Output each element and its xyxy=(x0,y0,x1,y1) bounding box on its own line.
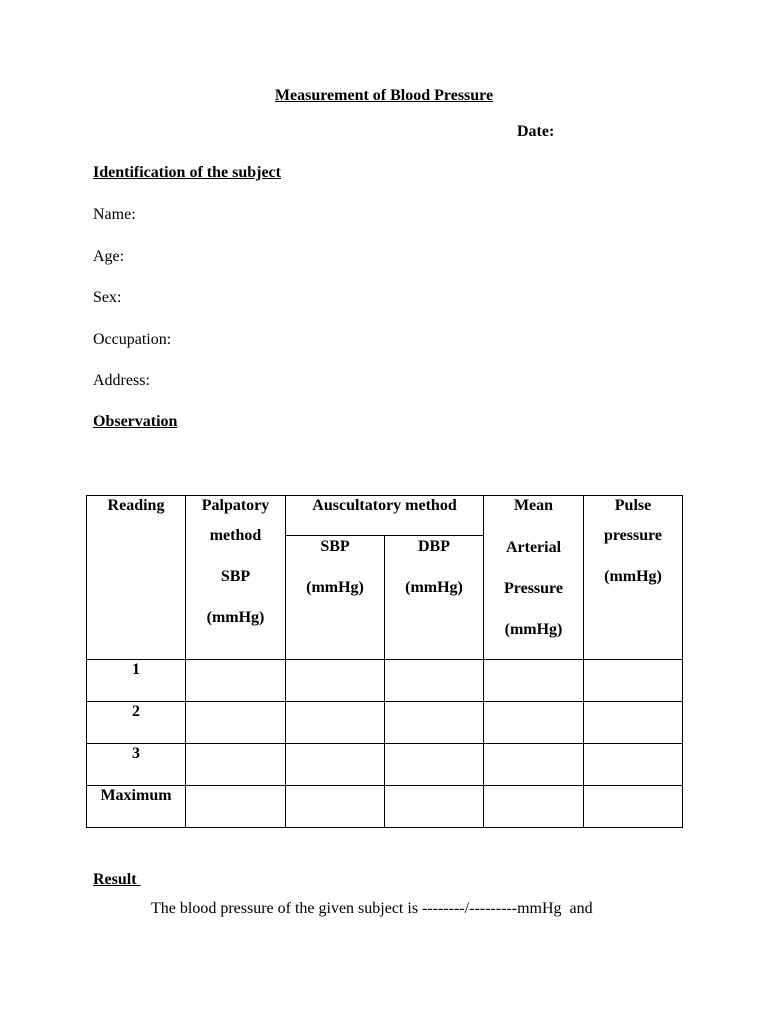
header-map-line4: (mmHg) xyxy=(504,621,563,638)
header-map-line2: Arterial xyxy=(505,539,562,556)
table-cell[interactable] xyxy=(584,660,683,702)
table-row xyxy=(87,702,683,744)
age-field-label: Age: xyxy=(93,248,125,265)
observation-heading: Observation xyxy=(93,413,178,430)
header-pulse-line3: (mmHg) xyxy=(604,568,662,585)
table-cell[interactable] xyxy=(584,744,683,786)
header-auscultatory-label: Auscultatory method xyxy=(312,497,457,514)
table-cell[interactable] xyxy=(286,744,385,786)
table-row xyxy=(87,786,683,828)
result-text: The blood pressure of the given subject is --------/---------mmHg and xyxy=(151,900,593,917)
sex-field-label: Sex: xyxy=(93,289,122,306)
header-palpatory-line2: method xyxy=(209,527,262,544)
header-reading-label: Reading xyxy=(107,497,165,514)
table-cell[interactable] xyxy=(186,744,286,786)
header-palpatory-line1: Palpatory xyxy=(201,497,270,514)
header-dbp-unit: (mmHg) xyxy=(405,579,463,596)
table-cell[interactable] xyxy=(484,660,584,702)
header-auscultatory xyxy=(286,496,484,536)
header-palpatory-line3: SBP xyxy=(220,568,251,585)
table-cell[interactable] xyxy=(385,786,484,828)
table-cell[interactable] xyxy=(584,702,683,744)
table-cell[interactable] xyxy=(186,660,286,702)
header-pulse-line2: pressure xyxy=(603,527,663,544)
table-row xyxy=(87,744,683,786)
address-field-label: Address: xyxy=(93,372,150,389)
occupation-field-label: Occupation: xyxy=(93,331,172,348)
table-cell[interactable] xyxy=(186,786,286,828)
table-cell[interactable] xyxy=(484,702,584,744)
header-map-line3: Pressure xyxy=(504,580,563,597)
header-pulse-line1: Pulse xyxy=(614,497,652,514)
header-dbp xyxy=(385,536,484,660)
header-palpatory-line4: (mmHg) xyxy=(206,609,265,626)
observation-table xyxy=(86,495,683,828)
header-pulse-pressure xyxy=(584,496,683,660)
header-mean-arterial-pressure xyxy=(484,496,584,660)
document-title: Measurement of Blood Pressure xyxy=(274,87,494,104)
date-label: Date: xyxy=(517,123,555,140)
name-field-label: Name: xyxy=(93,206,136,223)
header-sbp xyxy=(286,536,385,660)
table-cell[interactable] xyxy=(385,660,484,702)
result-heading: Result xyxy=(93,871,141,888)
reading-3-label: 3 xyxy=(87,744,186,786)
table-cell[interactable] xyxy=(385,744,484,786)
table-cell[interactable] xyxy=(484,744,584,786)
table-cell[interactable] xyxy=(385,702,484,744)
reading-maximum-label: Maximum xyxy=(87,786,186,828)
table-cell[interactable] xyxy=(186,702,286,744)
table-cell[interactable] xyxy=(584,786,683,828)
table-cell[interactable] xyxy=(484,786,584,828)
reading-1-label: 1 xyxy=(87,660,186,702)
table-cell[interactable] xyxy=(286,660,385,702)
header-reading xyxy=(87,496,186,660)
header-sbp-unit: (mmHg) xyxy=(306,579,364,596)
reading-2-label: 2 xyxy=(87,702,186,744)
identification-heading: Identification of the subject xyxy=(93,164,281,181)
table-cell[interactable] xyxy=(286,786,385,828)
header-sbp-label: SBP xyxy=(320,538,350,555)
header-palpatory xyxy=(186,496,286,660)
header-dbp-label: DBP xyxy=(418,538,450,555)
table-cell[interactable] xyxy=(286,702,385,744)
table-row xyxy=(87,660,683,702)
header-map-line1: Mean xyxy=(513,497,554,514)
